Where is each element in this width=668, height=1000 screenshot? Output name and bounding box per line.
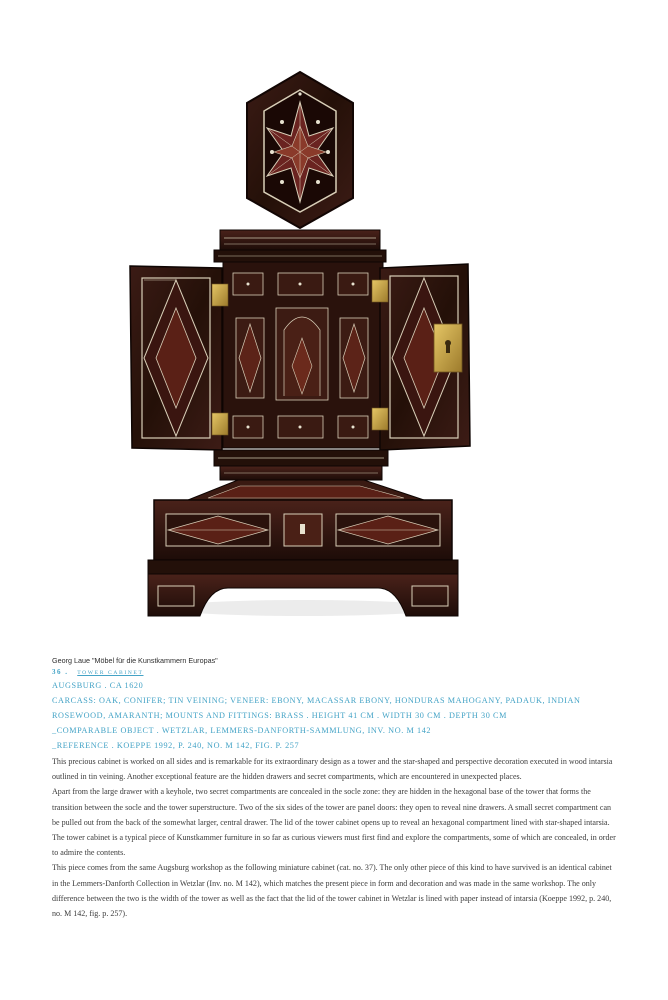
- meta-line: AUGSBURG . CA 1620: [52, 681, 144, 690]
- meta-line: _COMPARABLE OBJECT . WETZLAR, LEMMERS-DANFORTH-SAMMLUNG, INV. NO. M 142: [52, 726, 432, 735]
- object-details: [52, 678, 618, 753]
- catalogue-title: TOWER CABINET: [77, 670, 144, 676]
- left-door: [130, 266, 228, 450]
- meta-line: CARCASS: OAK, CONIFER; TIN VEINING; VENEER: EBONY, MACASSAR EBONY, HONDURAS MAHOGANY, PADAUK, INDIAN: [52, 696, 581, 705]
- source-credit: Georg Laue "Möbel für die Kunstkammern Europas": [52, 656, 218, 665]
- catalogue-entry: [52, 656, 618, 921]
- paragraph: Apart from the large drawer with a keyhole, two secret compartments are concealed in the socle zone: they are hidden in the hexagonal base of the tower that forms the transition between the socle and the tower superstructure. Two of the six sides of the tower are panel doors: they open to reveal nine drawers. A small secret compartment can be pulled out from the back of the somewhat larger, central drawer. The lid of the tower cabinet opens up to reveal an hexagonal compartment lined with star-shaped intarsia.: [52, 787, 612, 827]
- tower-cabinet-photo: [128, 68, 478, 618]
- tower-drawers: [223, 262, 383, 448]
- catalogue-heading: [52, 668, 618, 676]
- socle-drawer: [154, 500, 452, 560]
- hexagonal-lid: [247, 72, 353, 228]
- right-door: [372, 264, 470, 450]
- meta-line: _REFERENCE . KOEPPE 1992, P. 240, NO. M 142, FIG. P. 257: [52, 741, 300, 750]
- paragraph: This piece comes from the same Augsburg workshop as the following miniature cabinet (cat. no. 37). The only other piece of this kind to have survived is an identical cabinet in the Lemmers-Danforth Collection in Wetzlar (Inv. no. M 142), which matches the present piece in form and decoration and was made in the same workshop. The only difference between the two is the width of the tower as well as the fact that the lid of the tower cabinet in Wetzlar is lined with paper instead of intarsia (Koeppe 1992, p. 240, no. M 142, fig. p. 257).: [52, 863, 612, 919]
- catalogue-number: 36 .: [52, 668, 69, 676]
- meta-line: ROSEWOOD, AMARANTH; MOUNTS AND FITTINGS: BRASS . HEIGHT 41 CM . WIDTH 30 CM . DEPTH 30 CM: [52, 711, 507, 720]
- description-text: [52, 754, 618, 921]
- paragraph: The tower cabinet is a typical piece of Kunstkammer furniture in so far as curious viewers must first find and explore the compartments, some of which are concealed, in order to admire the contents.: [52, 833, 616, 858]
- paragraph: This precious cabinet is worked on all sides and is remarkable for its extraordinary design as a tower and the star-shaped and perspective decoration executed in wood intarsia outlined in tin veining. Another exceptional feature are the hidden drawers and secret compartments, which are encountered in unexpected places.: [52, 757, 613, 782]
